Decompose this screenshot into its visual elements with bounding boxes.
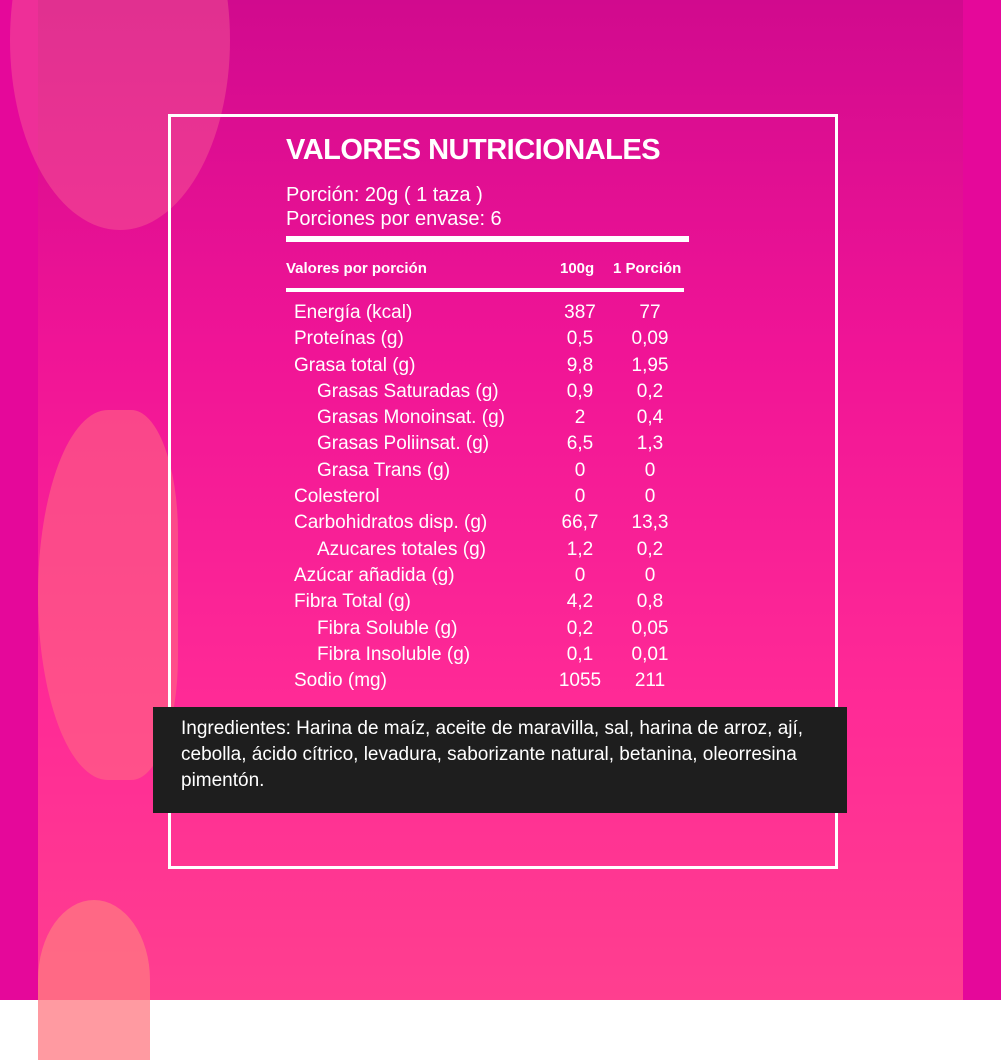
value-per-100g: 2	[574, 407, 586, 429]
header-1-portion: 1 Porción	[613, 260, 682, 277]
table-row	[0, 458, 1001, 484]
value-per-100g: 0,1	[566, 643, 594, 665]
nutrient-name: Grasas Poliinsat. (g)	[317, 433, 490, 455]
servings-per-package: Porciones por envase: 6	[286, 208, 502, 230]
value-per-portion: 211	[634, 670, 666, 692]
table-row	[0, 379, 1001, 405]
table-row	[0, 642, 1001, 668]
table-row	[0, 616, 1001, 642]
nutrition-table	[0, 300, 1001, 694]
table-row	[0, 300, 1001, 326]
divider-thick	[286, 236, 689, 242]
table-row	[0, 326, 1001, 352]
nutrient-name: Carbohidratos disp. (g)	[294, 512, 488, 534]
value-per-100g: 1,2	[566, 538, 594, 560]
value-per-portion: 0,2	[636, 380, 664, 402]
value-per-portion: 0	[644, 564, 656, 586]
value-per-portion: 0	[644, 459, 656, 481]
value-per-portion: 1,95	[631, 354, 669, 376]
value-per-100g: 0	[574, 564, 586, 586]
value-per-100g: 1055	[558, 670, 602, 692]
decorative-blob-bottom	[38, 900, 150, 1060]
divider-header	[286, 288, 684, 292]
table-row	[0, 431, 1001, 457]
value-per-100g: 4,2	[566, 591, 594, 613]
nutrient-name: Azúcar añadida (g)	[294, 564, 455, 586]
nutrient-name: Colesterol	[294, 486, 380, 508]
table-row	[0, 668, 1001, 694]
nutrient-name: Proteínas (g)	[294, 328, 404, 350]
table-row	[0, 563, 1001, 589]
table-row	[0, 510, 1001, 536]
value-per-portion: 1,3	[636, 433, 664, 455]
value-per-100g: 9,8	[566, 354, 594, 376]
ingredients-box	[153, 707, 847, 813]
table-row	[0, 405, 1001, 431]
value-per-portion: 0	[644, 486, 656, 508]
value-per-portion: 0,05	[631, 617, 669, 639]
value-per-portion: 0,09	[631, 328, 669, 350]
value-per-portion: 13,3	[631, 512, 669, 534]
table-row	[0, 484, 1001, 510]
value-per-portion: 77	[639, 302, 661, 323]
value-per-portion: 0,2	[636, 538, 664, 560]
value-per-portion: 0,8	[636, 591, 664, 613]
header-per-serving: Valores por porción	[286, 260, 427, 277]
portion-size: Porción: 20g ( 1 taza )	[286, 184, 483, 206]
value-per-100g: 66,7	[561, 512, 599, 534]
value-per-100g: 0	[574, 486, 586, 508]
ingredients-text: Ingredientes: Harina de maíz, aceite de maravilla, sal, harina de arroz, ají, cebolla, ácido cítrico, levadura, saborizante natural, betanina, oleorresina pimentón.	[181, 718, 804, 791]
value-per-100g: 0,2	[566, 617, 594, 639]
nutrient-name: Grasa total (g)	[294, 354, 416, 376]
value-per-100g: 0,5	[566, 328, 594, 350]
nutrient-name: Fibra Insoluble (g)	[317, 643, 471, 665]
value-per-portion: 0,4	[636, 407, 664, 429]
portion-info	[286, 183, 502, 231]
value-per-100g: 387	[564, 302, 596, 323]
value-per-100g: 0,9	[566, 380, 594, 402]
nutrient-name: Sodio (mg)	[294, 670, 387, 692]
nutrition-title: VALORES NUTRICIONALES	[286, 134, 661, 166]
table-row	[0, 537, 1001, 563]
table-row	[0, 353, 1001, 379]
value-per-portion: 0,01	[631, 643, 669, 665]
nutrient-name: Energía (kcal)	[294, 302, 413, 323]
nutrient-name: Fibra Total (g)	[294, 591, 411, 613]
value-per-100g: 0	[574, 459, 586, 481]
nutrient-name: Grasa Trans (g)	[317, 459, 451, 481]
value-per-100g: 6,5	[566, 433, 594, 455]
nutrient-name: Grasas Monoinsat. (g)	[317, 407, 505, 429]
table-row	[0, 589, 1001, 615]
nutrient-name: Fibra Soluble (g)	[317, 617, 458, 639]
nutrient-name: Grasas Saturadas (g)	[317, 380, 499, 402]
header-100g: 100g	[560, 260, 595, 277]
nutrient-name: Azucares totales (g)	[317, 538, 486, 560]
